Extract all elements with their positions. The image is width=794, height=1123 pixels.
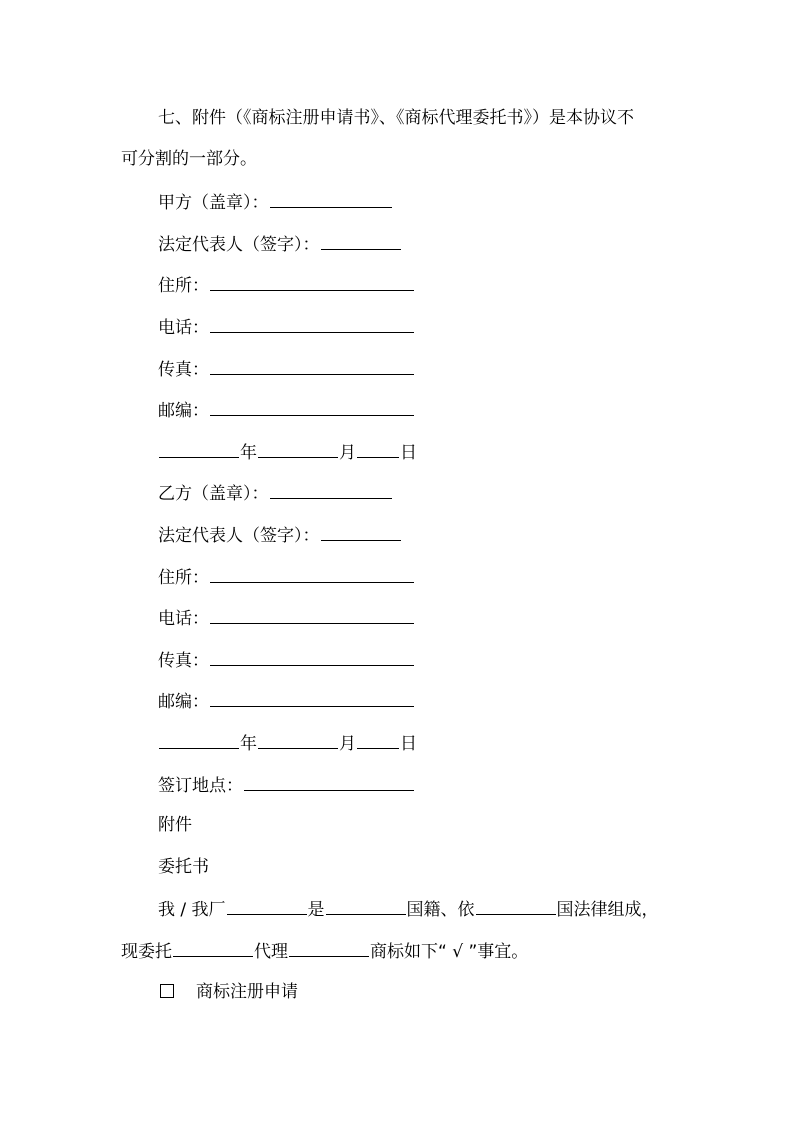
entrust-name-blank[interactable] <box>227 898 307 915</box>
party-b-address-label: 住所： <box>158 568 209 588</box>
party-a-seal-row <box>158 191 393 213</box>
day-label: 日 <box>400 734 417 754</box>
party-b-month-blank[interactable] <box>258 732 338 749</box>
party-b-rep-row <box>158 524 402 546</box>
party-a-phone-blank[interactable] <box>210 316 414 333</box>
party-a-postcode-blank[interactable] <box>210 399 414 416</box>
party-a-phone-label: 电话： <box>158 318 209 338</box>
party-a-postcode-label: 邮编： <box>158 401 209 421</box>
entrust-trademark-blank[interactable] <box>289 940 369 957</box>
party-a-date-row <box>158 441 417 463</box>
party-a-seal-label: 甲方（盖章）： <box>158 193 269 213</box>
party-a-fax-label: 传真： <box>158 360 209 380</box>
party-b-seal-row <box>158 482 393 504</box>
entrust-heading: 委托书 <box>158 857 209 877</box>
entrust-agent-blank[interactable] <box>173 940 253 957</box>
party-a-seal-blank[interactable] <box>270 191 392 208</box>
party-b-rep-blank[interactable] <box>321 524 401 541</box>
party-b-address-row <box>158 566 415 588</box>
year-label: 年 <box>240 734 257 754</box>
party-b-fax-blank[interactable] <box>210 649 414 666</box>
party-a-phone-row <box>158 316 415 338</box>
entrust-line-1: 我 / 我厂 是 国籍、依 国法律组成， <box>158 900 659 920</box>
party-a-address-label: 住所： <box>158 276 209 296</box>
party-b-phone-blank[interactable] <box>210 607 414 624</box>
party-a-rep-blank[interactable] <box>321 233 401 250</box>
party-a-rep-row <box>158 233 402 255</box>
party-b-year-blank[interactable] <box>159 732 239 749</box>
article-7-line-2: 可分割的一部分。 <box>121 149 257 169</box>
month-label: 月 <box>339 734 356 754</box>
sign-place-row <box>158 774 415 796</box>
day-label: 日 <box>400 443 417 463</box>
party-a-day-blank[interactable] <box>357 441 399 458</box>
sign-place-blank[interactable] <box>244 774 414 791</box>
sign-place-label: 签订地点： <box>158 776 243 796</box>
party-a-postcode-row <box>158 399 415 421</box>
party-b-fax-label: 传真： <box>158 651 209 671</box>
party-b-rep-label: 法定代表人（签字）： <box>158 526 320 546</box>
party-b-seal-blank[interactable] <box>270 482 392 499</box>
party-b-fax-row <box>158 649 415 671</box>
checkbox-label: 商标注册申请 <box>196 982 298 1002</box>
party-b-postcode-blank[interactable] <box>210 690 414 707</box>
party-a-rep-label: 法定代表人（签字）： <box>158 235 320 255</box>
party-a-address-row <box>158 274 415 296</box>
year-label: 年 <box>240 443 257 463</box>
party-b-address-blank[interactable] <box>210 566 414 583</box>
party-b-phone-label: 电话： <box>158 609 209 629</box>
month-label: 月 <box>339 443 356 463</box>
entrust-law-country-blank[interactable] <box>476 898 556 915</box>
party-b-phone-row <box>158 607 415 629</box>
party-a-fax-blank[interactable] <box>210 358 414 375</box>
entrust-nationality-blank[interactable] <box>326 898 406 915</box>
article-7-line-1: 七、附件（《商标注册申请书》、《商标代理委托书》）是本协议不 <box>158 108 634 128</box>
party-a-address-blank[interactable] <box>210 274 414 291</box>
attachment-heading: 附件 <box>158 815 192 835</box>
party-a-year-blank[interactable] <box>159 441 239 458</box>
entrust-line-2: 现委托 代理 商标如下“ √ ”事宜。 <box>121 942 529 962</box>
party-b-postcode-row <box>158 690 415 712</box>
party-b-postcode-label: 邮编： <box>158 692 209 712</box>
party-a-month-blank[interactable] <box>258 441 338 458</box>
party-b-day-blank[interactable] <box>357 732 399 749</box>
party-a-fax-row <box>158 358 415 380</box>
party-b-seal-label: 乙方（盖章）： <box>158 484 269 504</box>
checkbox-row <box>160 982 298 1004</box>
checkbox-icon[interactable] <box>160 984 174 998</box>
party-b-date-row <box>158 732 417 754</box>
